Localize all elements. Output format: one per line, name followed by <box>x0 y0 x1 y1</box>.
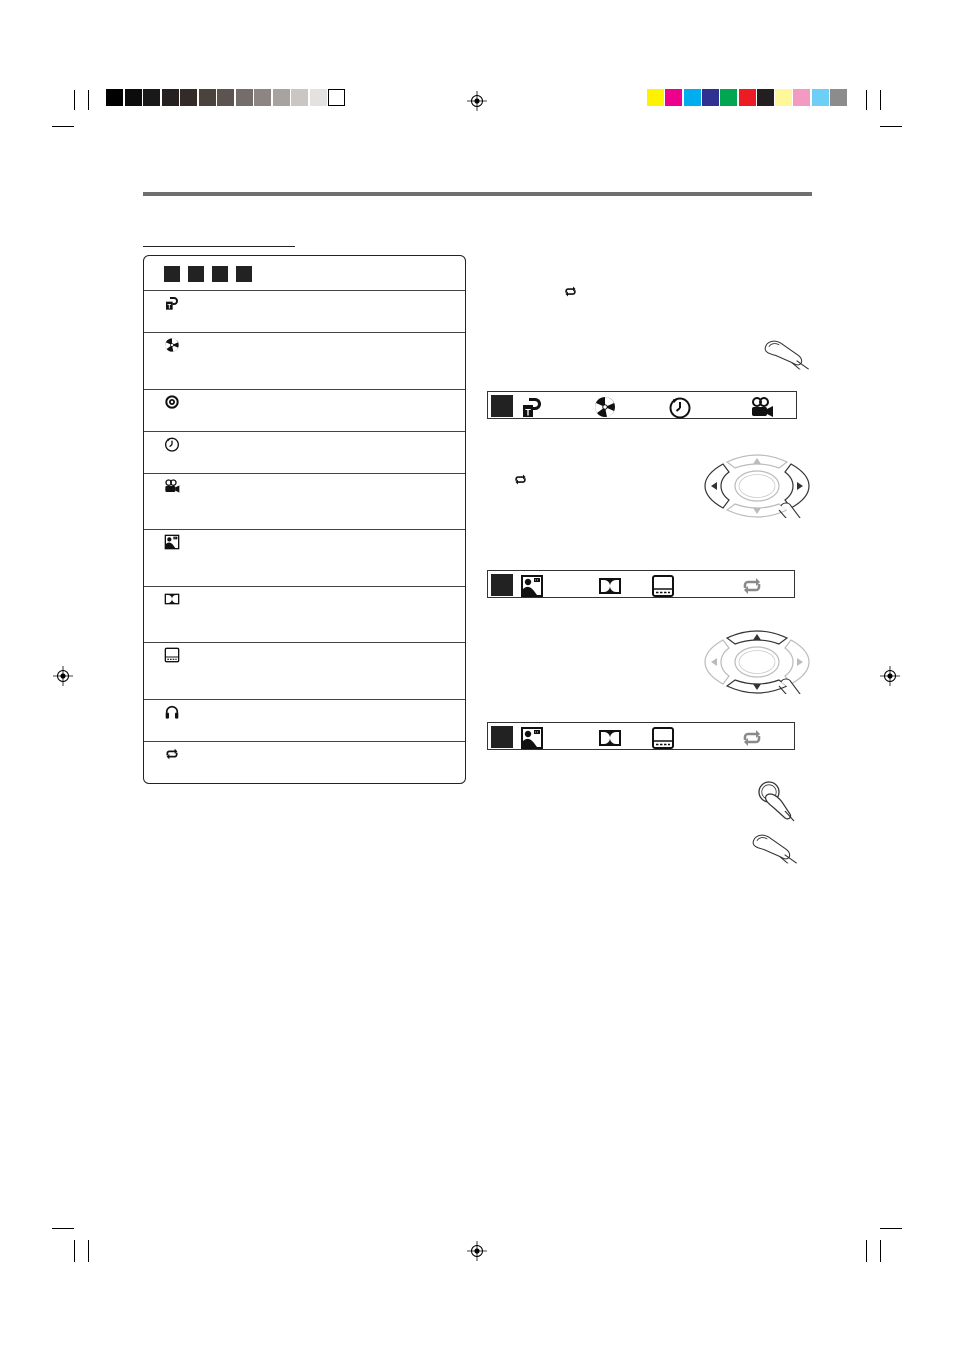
picture-icon <box>164 534 180 550</box>
feature-row <box>144 290 465 333</box>
title-chapter-icon <box>520 395 544 419</box>
cursor-enter-button[interactable] <box>735 647 779 677</box>
color-swatch <box>217 89 234 106</box>
osd-menu-bar-1 <box>487 391 797 419</box>
color-swatch <box>162 89 179 106</box>
osd-menu-bar-2 <box>487 570 795 598</box>
dolby-audio-icon <box>164 591 180 607</box>
headphones-icon <box>164 704 180 720</box>
color-swatch <box>793 89 810 106</box>
subtitle-icon <box>651 574 675 598</box>
feature-row <box>144 332 465 390</box>
color-swatch <box>812 89 829 106</box>
cursor-pad-left-right[interactable] <box>703 454 811 518</box>
disc-type-badge <box>236 266 252 282</box>
camera-angle-icon <box>164 478 180 494</box>
color-swatch <box>684 89 701 106</box>
color-swatch <box>106 89 123 106</box>
repeat-icon <box>512 472 529 487</box>
osd-number-badge <box>491 726 513 748</box>
registration-mark-top <box>467 91 487 111</box>
color-swatch <box>665 89 682 106</box>
color-swatch <box>310 89 327 106</box>
color-swatch <box>702 89 719 106</box>
feature-row <box>144 529 465 587</box>
color-swatch <box>757 89 774 106</box>
feature-row <box>144 642 465 700</box>
color-swatch <box>180 89 197 106</box>
color-swatch <box>328 89 345 106</box>
osd-number-badge <box>491 574 513 596</box>
feature-row <box>144 473 465 530</box>
color-swatch <box>830 89 847 106</box>
enter-button-finger[interactable] <box>752 778 798 822</box>
registration-mark-left <box>53 666 73 686</box>
cursor-enter-button[interactable] <box>735 471 779 501</box>
title-chapter-icon <box>164 295 180 311</box>
color-swatch <box>199 89 216 106</box>
color-swatch <box>291 89 308 106</box>
color-swatch <box>143 89 160 106</box>
clock-icon <box>164 436 180 452</box>
osd-menu-bar-3 <box>487 722 795 750</box>
color-swatch <box>739 89 756 106</box>
registration-mark-right <box>880 666 900 686</box>
camera-angle-icon <box>750 395 774 419</box>
feature-row <box>144 389 465 432</box>
feature-table-header <box>144 256 465 290</box>
disc-type-badge <box>212 266 228 282</box>
subtitle-icon <box>651 726 675 750</box>
disc-icon <box>593 395 617 419</box>
dolby-audio-icon <box>598 574 622 598</box>
dolby-audio-icon <box>598 726 622 750</box>
color-swatch <box>125 89 142 106</box>
cursor-pad-up-down[interactable] <box>703 630 811 694</box>
color-swatch <box>720 89 737 106</box>
repeat-icon <box>562 284 579 299</box>
disc-type-badge <box>188 266 204 282</box>
disc-type-badge <box>164 266 180 282</box>
osd-number-badge <box>491 395 513 417</box>
target-icon <box>164 394 180 410</box>
color-swatch <box>236 89 253 106</box>
clock-icon <box>668 395 692 419</box>
feature-row <box>144 586 465 643</box>
color-swatch <box>254 89 271 106</box>
picture-icon <box>520 574 544 598</box>
registration-mark-bottom <box>467 1241 487 1261</box>
repeat-icon <box>164 746 180 762</box>
remote-button-finger[interactable] <box>762 334 814 370</box>
subtitle-icon <box>164 647 180 663</box>
color-swatch <box>775 89 792 106</box>
repeat-icon <box>740 574 764 598</box>
picture-icon <box>520 726 544 750</box>
feature-row <box>144 431 465 474</box>
on-screen-feature-table <box>143 255 466 784</box>
color-swatch <box>647 89 664 106</box>
feature-row <box>144 741 465 786</box>
page-header-rule <box>143 192 812 196</box>
feature-row <box>144 699 465 742</box>
color-swatch <box>273 89 290 106</box>
remote-button-finger[interactable] <box>750 828 802 864</box>
disc-icon <box>164 337 180 353</box>
section-heading-underline <box>143 246 295 247</box>
repeat-icon <box>740 726 764 750</box>
